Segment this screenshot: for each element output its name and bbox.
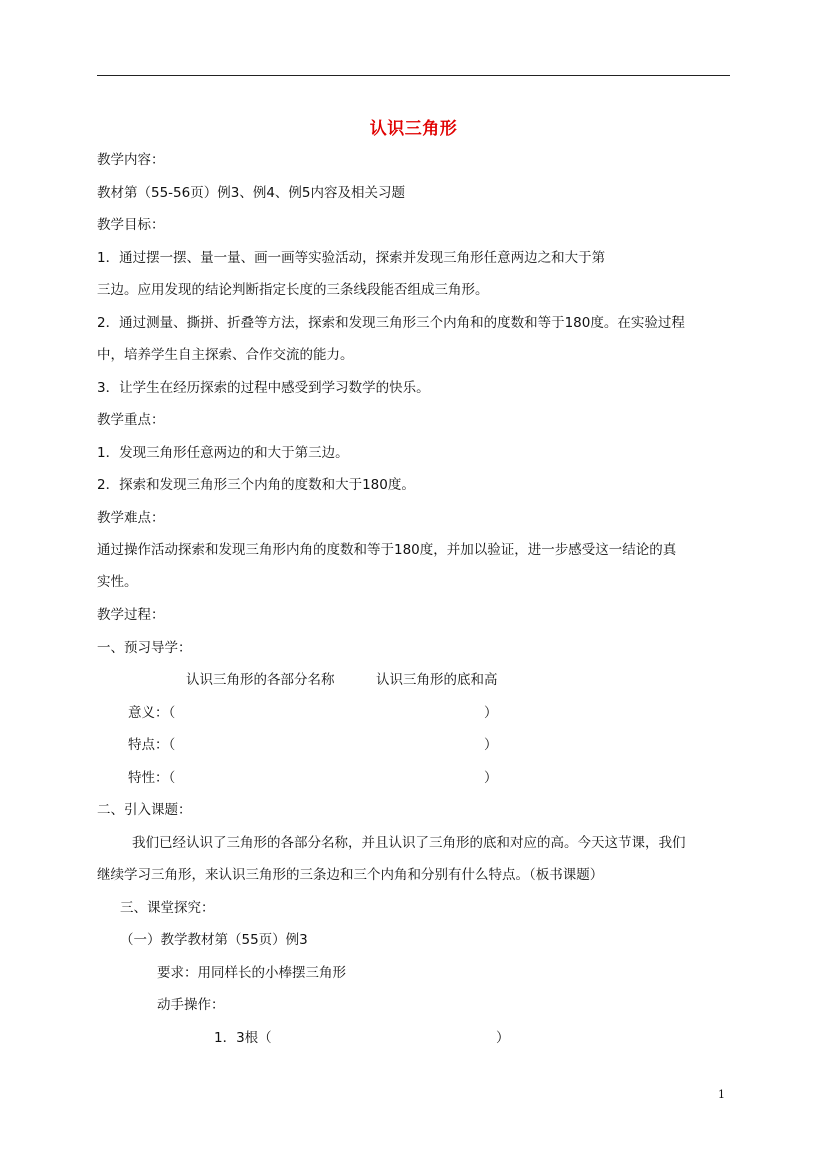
key-point-2: 2．探索和发现三角形三个内角的度数和大于180度。 (97, 477, 415, 493)
section-difficulties: 教学难点： (97, 510, 165, 526)
preview-item-parts-names: 认识三角形的各部分名称 (186, 672, 335, 688)
requirement-line: 要求：用同样长的小棒摆三角形 (157, 965, 346, 981)
meaning-close-paren: ） (484, 705, 498, 721)
header-rule (97, 75, 730, 76)
intro-paragraph-line-2: 继续学习三角形，来认识三角形的三条边和三个内角和分别有什么特点。（板书课题） (97, 867, 604, 883)
section-teaching-content: 教学内容： (97, 152, 165, 168)
feature-close-paren: ） (484, 737, 498, 753)
section-key-points: 教学重点： (97, 412, 165, 428)
preview-item-base-height: 认识三角形的底和高 (376, 672, 498, 688)
section-teaching-goals: 教学目标： (97, 217, 165, 233)
goal-2-line-1: 2．通过测量、撕拼、折叠等方法，探索和发现三角形三个内角和的度数和等于180度。在实验过程 (97, 315, 685, 331)
textbook-pages-line: 教材第（55-56页）例3、例4、例5内容及相关习题 (97, 185, 405, 201)
hands-on-label: 动手操作： (157, 997, 225, 1013)
difficulty-line-2: 实性。 (97, 574, 138, 590)
subsection-preview: 一、预习导学： (97, 640, 192, 656)
page-number: 1 (718, 1088, 725, 1101)
goal-3: 3．让学生在经历探索的过程中感受到学习数学的快乐。 (97, 380, 430, 396)
feature-label: 特点：（ (128, 737, 176, 753)
example-3-heading: （一）教学教材第（55页）例3 (120, 932, 308, 948)
property-close-paren: ） (484, 770, 498, 786)
section-process: 教学过程： (97, 607, 165, 623)
goal-1-line-2: 三边。应用发现的结论判断指定长度的三条线段能否组成三角形。 (97, 282, 489, 298)
subsection-introduce-topic: 二、引入课题： (97, 802, 192, 818)
intro-paragraph-line-1: 我们已经认识了三角形的各部分名称，并且认识了三角形的底和对应的高。今天这节课，我们 (132, 835, 686, 851)
document-title: 认识三角形 (369, 119, 458, 139)
goal-2-line-2: 中，培养学生自主探索、合作交流的能力。 (97, 347, 354, 363)
property-label: 特性：（ (128, 770, 176, 786)
difficulty-line-1: 通过操作活动探索和发现三角形内角的度数和等于180度，并加以验证，进一步感受这一结论的真 (97, 542, 677, 558)
meaning-label: 意义：（ (128, 705, 176, 721)
subsection-class-exploration: 三、课堂探究： (120, 900, 215, 916)
goal-1-line-1: 1．通过摆一摆、量一量、画一画等实验活动，探索并发现三角形任意两边之和大于第 (97, 250, 606, 266)
three-sticks-label: 1．3根（ (214, 1030, 272, 1046)
key-point-1: 1．发现三角形任意两边的和大于第三边。 (97, 445, 349, 461)
three-sticks-close-paren: ） (496, 1030, 510, 1046)
